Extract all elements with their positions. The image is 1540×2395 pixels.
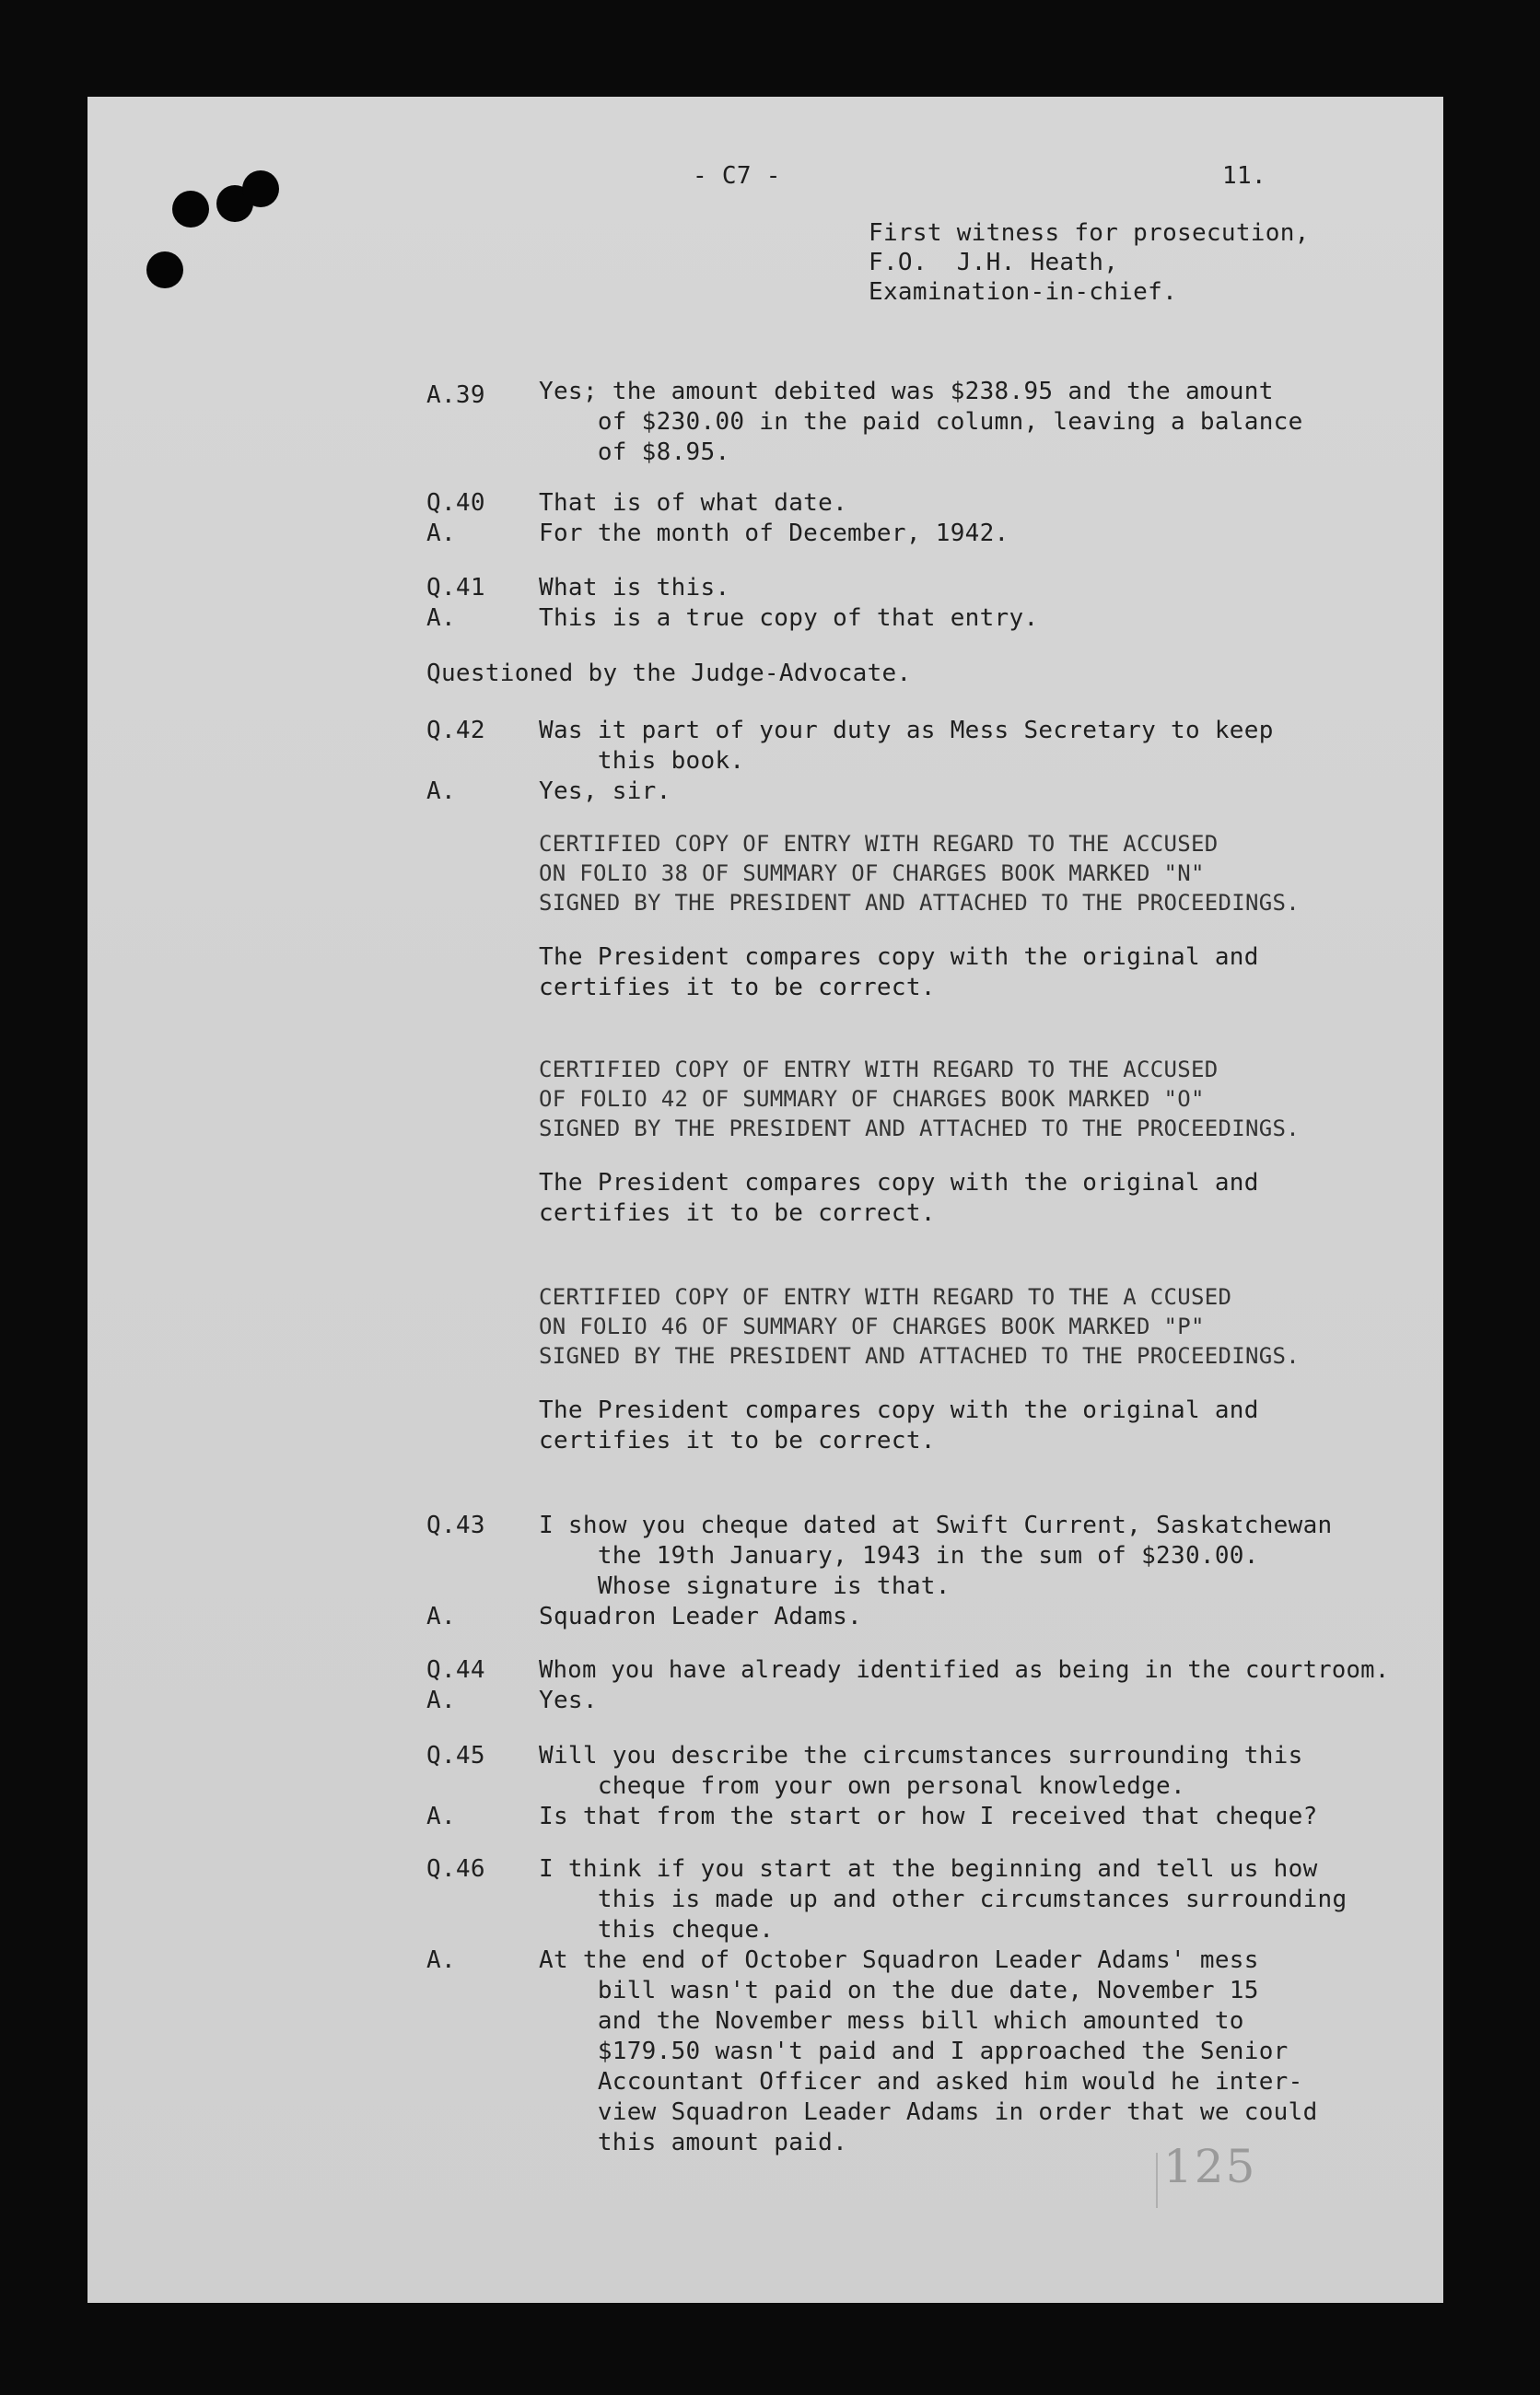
certified-line: SIGNED BY THE PRESIDENT AND ATTACHED TO THE PROCEEDINGS. [539, 1343, 1300, 1369]
entry-line: Was it part of your duty as Mess Secretary to keep [539, 717, 1274, 744]
president-line: certifies it to be correct. [539, 1199, 936, 1227]
entry-line: the 19th January, 1943 in the sum of $230.00. [539, 1542, 1259, 1570]
president-line: The President compares copy with the original and [539, 1396, 1259, 1424]
entry-label: Q.46 [426, 1855, 485, 1883]
entry-line: of $8.95. [539, 438, 730, 466]
entry-line: Will you describe the circumstances surrounding this [539, 1742, 1303, 1770]
entry-line: That is of what date. [539, 489, 848, 517]
entry-line: I think if you start at the beginning and tell us how [539, 1855, 1318, 1883]
certified-line: OF FOLIO 42 OF SUMMARY OF CHARGES BOOK MARKED "O" [539, 1086, 1205, 1112]
president-line: The President compares copy with the original and [539, 1169, 1259, 1197]
entry-line: Yes. [539, 1687, 598, 1714]
entry-line: $179.50 wasn't paid and I approached the Senior [539, 2038, 1289, 2065]
entry-line: this book. [539, 747, 745, 775]
entry-line: Yes; the amount debited was $238.95 and the amount [539, 378, 1274, 405]
entry-line: and the November mess bill which amounted to [539, 2007, 1244, 2035]
entry-label: Q.43 [426, 1512, 485, 1539]
entry-label: A. [426, 1603, 456, 1630]
certified-line: CERTIFIED COPY OF ENTRY WITH REGARD TO THE ACCUSED [539, 831, 1219, 857]
entry-line: bill wasn't paid on the due date, November 15 [539, 1977, 1259, 2004]
entry-line: this cheque. [539, 1916, 775, 1944]
archive-stamp-number: 125 [1163, 2140, 1257, 2193]
stamp-smudge [1156, 2153, 1158, 2208]
entry-line: Whom you have already identified as being in the courtroom. [539, 1656, 1390, 1684]
entry-line: Yes, sir. [539, 777, 671, 805]
entry-line: For the month of December, 1942. [539, 520, 1009, 547]
certified-line: CERTIFIED COPY OF ENTRY WITH REGARD TO THE A CCUSED [539, 1284, 1232, 1310]
witness-line: F.O. J.H. Heath, [869, 249, 1119, 276]
entry-label: Q.44 [426, 1656, 485, 1684]
certified-line: ON FOLIO 38 OF SUMMARY OF CHARGES BOOK MARKED "N" [539, 860, 1205, 886]
certified-line: SIGNED BY THE PRESIDENT AND ATTACHED TO THE PROCEEDINGS. [539, 1116, 1300, 1141]
entry-line: Whose signature is that. [539, 1572, 951, 1600]
entry-line: this amount paid. [539, 2129, 848, 2156]
entry-line: I show you cheque dated at Swift Current, Saskatchewan [539, 1512, 1333, 1539]
entry-line: view Squadron Leader Adams in order that we could [539, 2098, 1318, 2126]
section-note: Questioned by the Judge-Advocate. [426, 660, 912, 687]
president-line: certifies it to be correct. [539, 1427, 936, 1455]
entry-label: Q.41 [426, 574, 485, 602]
certified-line: SIGNED BY THE PRESIDENT AND ATTACHED TO THE PROCEEDINGS. [539, 890, 1300, 916]
page-marker: - C7 - [693, 162, 781, 190]
entry-label: A. [426, 520, 456, 547]
entry-label: Q.40 [426, 489, 485, 517]
president-line: The President compares copy with the original and [539, 943, 1259, 971]
entry-label: Q.45 [426, 1742, 485, 1770]
witness-line: First witness for prosecution, [869, 219, 1310, 247]
entry-label: A. [426, 1803, 456, 1830]
entry-line: this is made up and other circumstances surrounding [539, 1886, 1348, 1913]
president-line: certifies it to be correct. [539, 974, 936, 1001]
entry-label: A. [426, 1946, 456, 1974]
entry-label: A. [426, 604, 456, 632]
certified-line: ON FOLIO 46 OF SUMMARY OF CHARGES BOOK MARKED "P" [539, 1314, 1205, 1339]
entry-line: At the end of October Squadron Leader Adams' mess [539, 1946, 1259, 1974]
certified-line: CERTIFIED COPY OF ENTRY WITH REGARD TO THE ACCUSED [539, 1057, 1219, 1082]
entry-line: This is a true copy of that entry. [539, 604, 1039, 632]
entry-line: Accountant Officer and asked him would he inter- [539, 2068, 1303, 2096]
punch-hole [146, 251, 183, 288]
entry-label: Q.42 [426, 717, 485, 744]
punch-hole [242, 170, 279, 207]
entry-line: What is this. [539, 574, 730, 602]
entry-line: Squadron Leader Adams. [539, 1603, 862, 1630]
entry-label: A.39 [426, 381, 485, 409]
punch-hole [172, 191, 209, 228]
document-page [88, 97, 1443, 2303]
entry-label: A. [426, 1687, 456, 1714]
witness-line: Examination-in-chief. [869, 278, 1178, 306]
page-number: 11. [1222, 162, 1266, 190]
entry-line: Is that from the start or how I received that cheque? [539, 1803, 1318, 1830]
entry-line: of $230.00 in the paid column, leaving a balance [539, 408, 1303, 436]
entry-label: A. [426, 777, 456, 805]
entry-line: cheque from your own personal knowledge. [539, 1772, 1185, 1800]
